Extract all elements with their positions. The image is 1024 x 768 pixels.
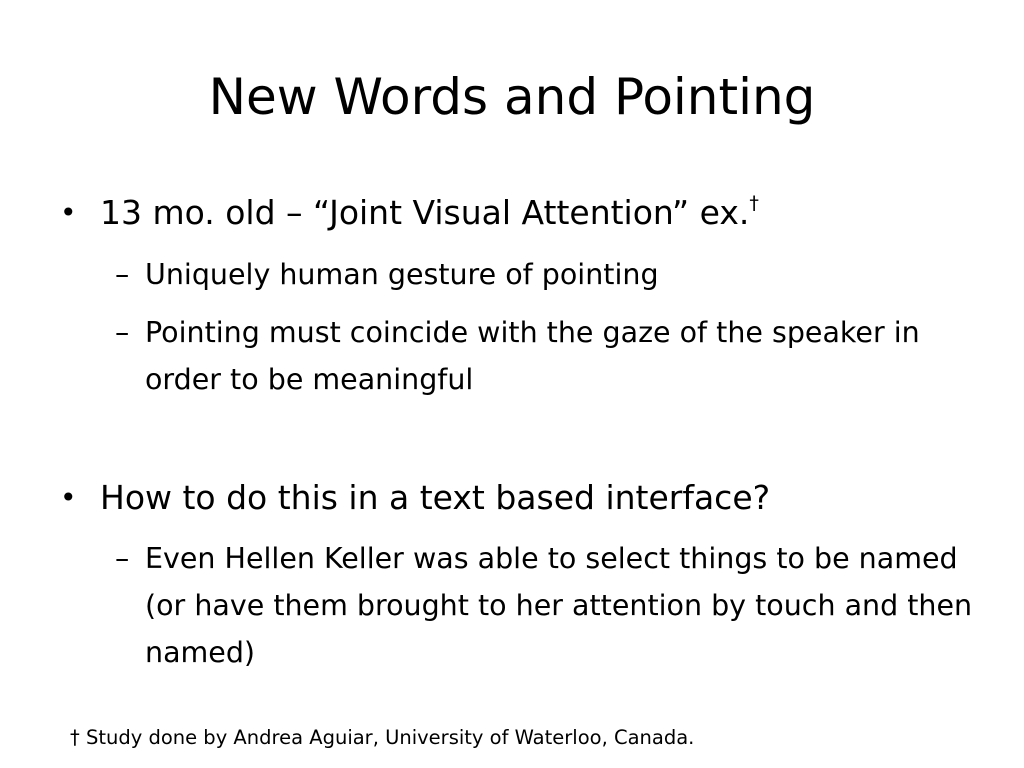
bullet-item	[60, 192, 960, 234]
footnote-dagger: †	[749, 192, 759, 214]
bullet-marker: •	[60, 196, 77, 229]
sub-bullet-text: Pointing must coincide with the gaze of the speaker in order to be meaningful	[145, 316, 920, 396]
sub-bullet-text: Uniquely human gesture of pointing	[145, 258, 659, 291]
sub-bullet-item	[115, 309, 985, 403]
footnote: † Study done by Andrea Aguiar, University of Waterloo, Canada.	[70, 726, 695, 749]
slide-title: New Words and Pointing	[208, 68, 816, 126]
bullet-text: How to do this in a text based interface?	[100, 478, 771, 517]
sub-bullet-text: Even Hellen Keller was able to select things to be named (or have them brought to her attention by touch and then named)	[145, 542, 973, 669]
sub-bullet-marker: –	[115, 316, 130, 349]
bullet-text-main: 13 mo. old – “Joint Visual Attention” ex.	[100, 193, 750, 232]
sub-bullet-item	[115, 251, 985, 298]
sub-bullet-marker: –	[115, 542, 130, 575]
bullet-marker: •	[60, 481, 77, 514]
bullet-item	[60, 477, 960, 519]
bullet-text	[100, 192, 759, 234]
sub-bullet-item	[115, 535, 985, 676]
sub-bullet-marker: –	[115, 258, 130, 291]
